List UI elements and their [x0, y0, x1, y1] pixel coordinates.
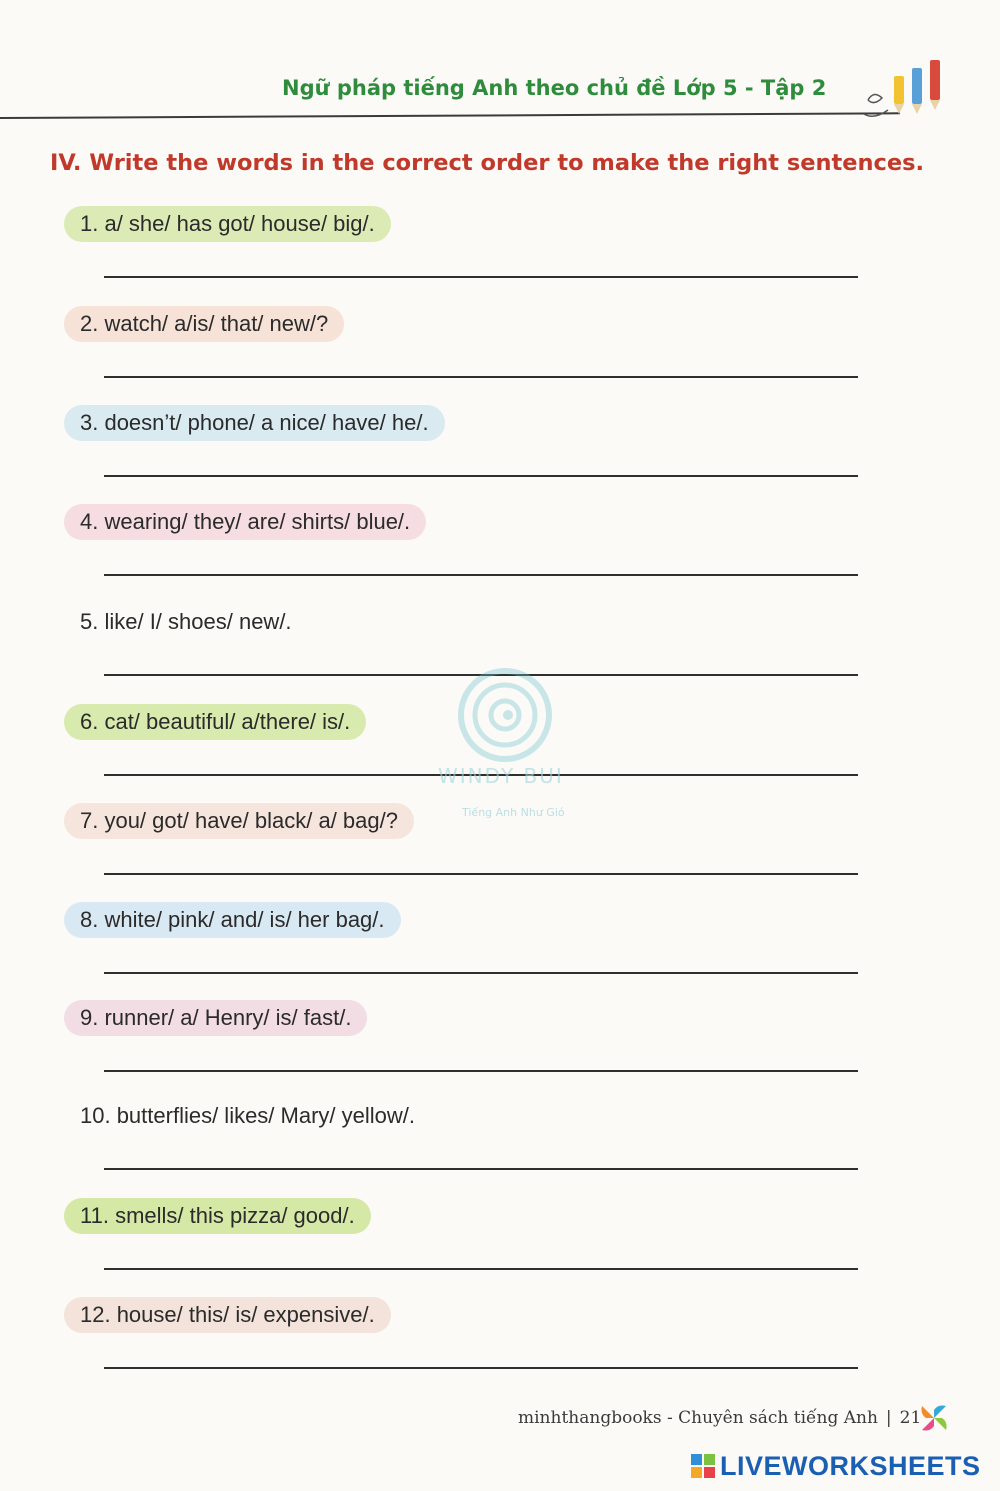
exercise-item — [0, 206, 1000, 302]
answer-line[interactable] — [104, 1168, 858, 1170]
page-number: 21 — [899, 1408, 922, 1428]
exercise-item — [0, 504, 1000, 600]
exercise-item — [0, 1297, 1000, 1393]
liveworksheets-logo-icon — [690, 1453, 716, 1479]
publisher-name: minhthangbooks - Chuyên sách tiếng Anh — [518, 1408, 878, 1428]
answer-line[interactable] — [104, 276, 858, 278]
sentence-prompt: 5. like/ I/ shoes/ new/. — [80, 609, 292, 634]
sentence-prompt: 10. butterflies/ likes/ Mary/ yellow/. — [80, 1103, 416, 1128]
answer-line[interactable] — [104, 1367, 858, 1369]
answer-line[interactable] — [104, 873, 858, 875]
page-footer — [518, 1408, 921, 1428]
answer-line[interactable] — [104, 376, 858, 378]
exercise-item — [0, 306, 1000, 402]
sentence-prompt: 11. smells/ this pizza/ good/. — [64, 1198, 371, 1234]
exercise-item — [0, 1000, 1000, 1096]
watermark-brand: WINDY BUI — [438, 764, 564, 788]
exercise-item — [0, 405, 1000, 501]
sentence-prompt: 12. house/ this/ is/ expensive/. — [64, 1297, 391, 1333]
exercise-item — [0, 1098, 1000, 1194]
sentence-prompt: 6. cat/ beautiful/ a/there/ is/. — [64, 704, 366, 740]
answer-line[interactable] — [104, 972, 858, 974]
sentence-prompt: 9. runner/ a/ Henry/ is/ fast/. — [64, 1000, 367, 1036]
exercise-item — [0, 902, 1000, 998]
answer-line[interactable] — [104, 1268, 858, 1270]
sentence-prompt: 7. you/ got/ have/ black/ a/ bag/? — [64, 803, 414, 839]
sentence-prompt: 2. watch/ a/is/ that/ new/? — [64, 306, 344, 342]
header-divider — [0, 112, 900, 119]
watermark-tagline: Tiếng Anh Như Gió — [462, 806, 565, 819]
pinwheel-logo-icon — [918, 1402, 950, 1434]
answer-line[interactable] — [104, 475, 858, 477]
sentence-prompt: 8. white/ pink/ and/ is/ her bag/. — [64, 902, 401, 938]
pencils-icon — [860, 56, 960, 126]
spiral-watermark-icon — [430, 660, 580, 830]
footer-separator: | — [885, 1408, 892, 1428]
answer-line[interactable] — [104, 574, 858, 576]
sentence-prompt: 4. wearing/ they/ are/ shirts/ blue/. — [64, 504, 426, 540]
exercise-item — [0, 1198, 1000, 1294]
sentence-prompt: 3. doesn’t/ phone/ a nice/ have/ he/. — [64, 405, 445, 441]
sentence-prompt: 1. a/ she/ has got/ house/ big/. — [64, 206, 391, 242]
answer-line[interactable] — [104, 1070, 858, 1072]
exercise-heading: IV. Write the words in the correct order to make the right sentences. — [50, 150, 925, 176]
book-title: Ngữ pháp tiếng Anh theo chủ đề Lớp 5 - Tập 2 — [282, 76, 827, 100]
liveworksheets-brand[interactable] — [690, 1450, 981, 1482]
liveworksheets-wordmark: LIVEWORKSHEETS — [720, 1450, 981, 1481]
